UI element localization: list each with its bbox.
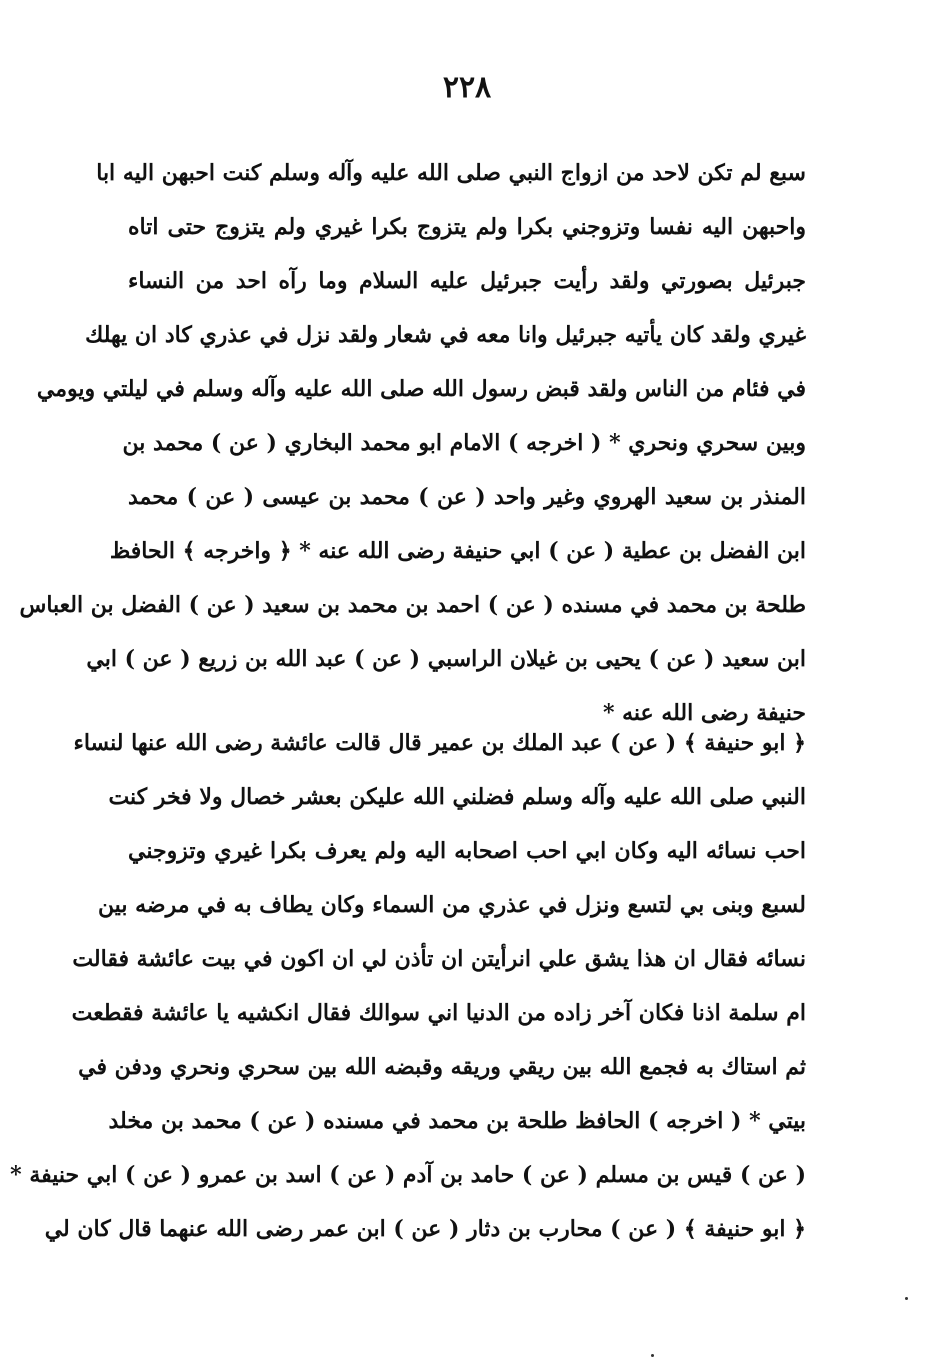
text-line: حنيفة رضى الله عنه * [602,700,806,726]
paragraph-2 [10,716,806,1256]
paper-speck [905,1297,908,1300]
text-line: ﴿ ابو حنيفة ﴾ ( عن ) محارب بن دثار ( عن ) ابن عمر رضى الله عنهما قال كان لي [44,1216,806,1242]
text-line: ام سلمة اذنا فكان آخر زاده من الدنيا اني سوالك فقال انكشيه يا عائشة فقطعت [71,1000,806,1026]
text-line: في فئام من الناس ولقد قبض رسول الله صلى الله عليه وآله وسلم في ليلتي ويومي [36,376,806,402]
text-line: ابن سعيد ( عن ) يحيى بن غيلان الراسبي ( عن ) عبد الله بن زريع ( عن ) ابي [86,646,806,672]
text-line: ابن الفضل بن عطية ( عن ) ابي حنيفة رضى الله عنه * ﴿ واخرجه ﴾ الحافظ [109,538,806,564]
page-number: ٢٢٨ [442,70,492,105]
paper-speck [651,1354,654,1357]
text-line: واحبهن اليه نفسا وتزوجني بكرا ولم يتزوج بكرا غيري ولم يتزوج حتى اتاه [128,214,806,240]
text-line: ﴿ ابو حنيفة ﴾ ( عن ) عبد الملك بن عمير قال قالت عائشة رضى الله عنها لنساء [73,730,806,756]
text-line: سبع لم تكن لاحد من ازواج النبي صلى الله عليه وآله وسلم كنت احبهن اليه ابا [96,160,806,186]
text-line: ( عن ) قيس بن مسلم ( عن ) حامد بن آدم ( عن ) اسد بن عمرو ( عن ) ابي حنيفة * [10,1162,806,1188]
text-line: طلحة بن محمد في مسنده ( عن ) احمد بن محمد بن سعيد ( عن ) الفضل بن العباس [19,592,806,618]
paragraph-1 [19,146,806,740]
text-line: احب نسائه اليه وكان ابي احب اصحابه اليه ولم يعرف بكرا غيري وتزوجني [128,838,806,864]
text-line: وبين سحري ونحري * ( اخرجه ) الامام ابو محمد البخاري ( عن ) محمد بن [122,430,806,456]
text-line: لسبع وبنى بي لتسع ونزل في عذري من السماء وكان يطاف به في مرضه بين [97,892,806,918]
text-line: بيتي * ( اخرجه ) الحافظ طلحة بن محمد في مسنده ( عن ) محمد بن مخلد [108,1108,806,1134]
text-line: نسائه فقال ان هذا يشق علي انرأيتن ان تأذن لي ان اكون في بيت عائشة فقالت [72,946,806,972]
text-line: ثم استاك به فجمع الله بين ريقي وريقه وقبضه الله بين سحري ونحري ودفن في [78,1054,806,1080]
text-line: النبي صلى الله عليه وآله وسلم فضلني الله عليكن بعشر خصال ولا فخر كنت [108,784,806,810]
text-line: غيري ولقد كان يأتيه جبرئيل وانا معه في شعار ولقد نزل في عذري كاد ان يهلك [85,322,806,348]
text-line: جبرئيل بصورتي ولقد رأيت جبرئيل عليه السلام وما رآه احد من النساء [128,268,806,294]
text-line: المنذر بن سعيد الهروي وغير واحد ( عن ) محمد بن عيسى ( عن ) محمد [128,484,806,510]
